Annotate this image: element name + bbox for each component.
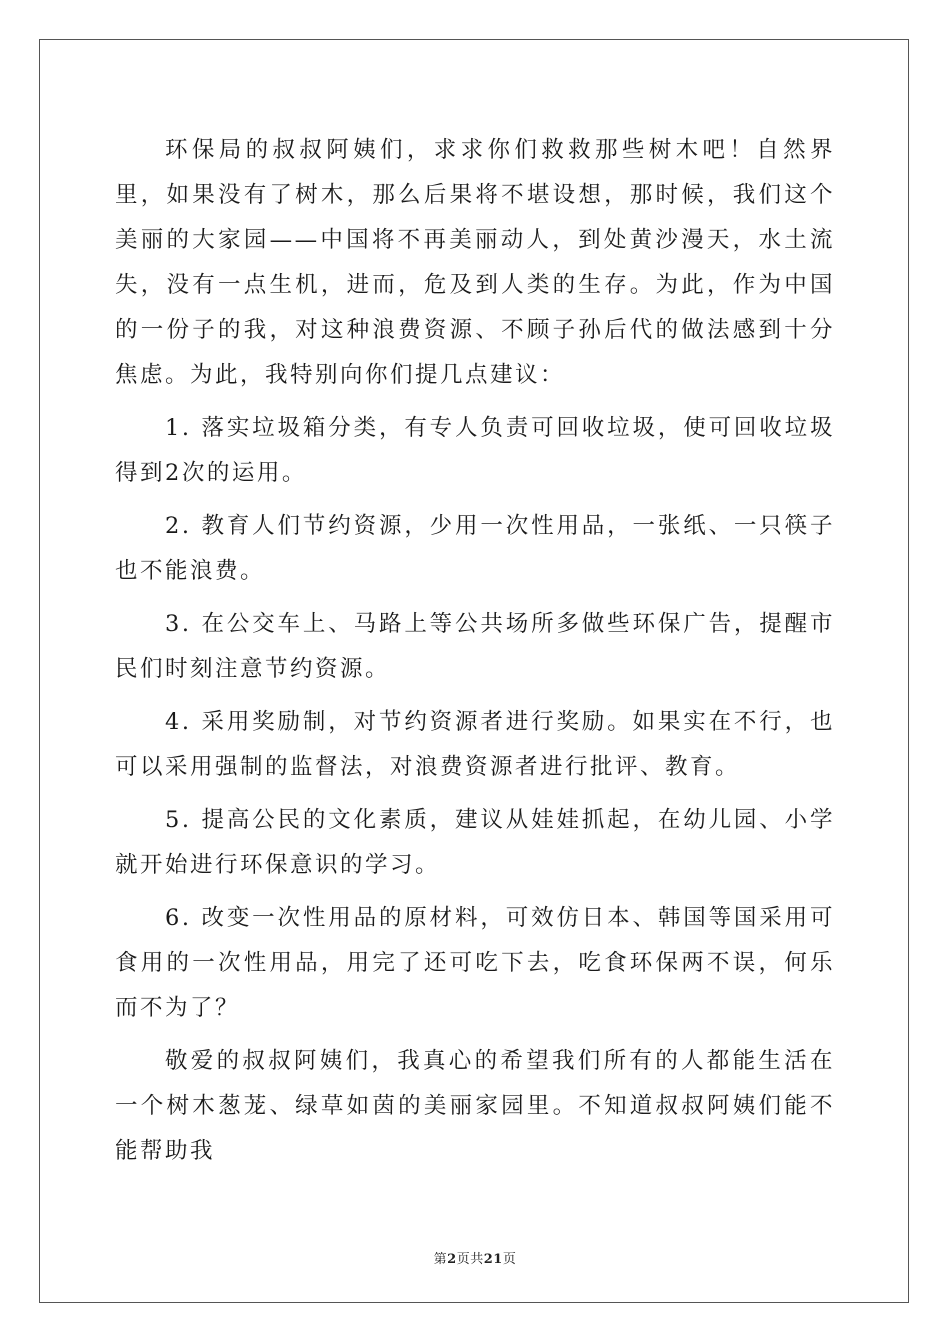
suggestion-6: 6. 改变一次性用品的原材料，可效仿日本、韩国等国采用可食用的一次性用品，用完了还可吃下去，吃食环保两不误，何乐而不为了？ — [115, 905, 835, 1021]
total-suffix: 页 — [502, 1252, 517, 1267]
suggestion-4: 4. 采用奖励制，对节约资源者进行奖励。如果实在不行，也可以采用强制的监督法，对浪费资源者进行批评、教育。 — [115, 709, 835, 780]
suggestion-2: 2. 教育人们节约资源，少用一次性用品，一张纸、一只筷子也不能浪费。 — [115, 513, 835, 584]
page-suffix: 页 — [456, 1252, 471, 1267]
page-footer — [0, 1248, 950, 1267]
page-total: 21 — [483, 1252, 503, 1267]
suggestion-3: 3. 在公交车上、马路上等公共场所多做些环保广告，提醒市民们时刻注意节约资源。 — [115, 611, 835, 682]
suggestion-5: 5. 提高公民的文化素质，建议从娃娃抓起，在幼儿园、小学就开始进行环保意识的学习。 — [115, 807, 835, 878]
page-prefix: 第 — [433, 1252, 448, 1267]
paragraph-intro: 环保局的叔叔阿姨们，求求你们救救那些树木吧！自然界里，如果没有了树木，那么后果将不堪设想，那时候，我们这个美丽的大家园——中国将不再美丽动人，到处黄沙漫天，水土流失，没有一点生机，进而，危及到人类的生存。为此，作为中国的一份子的我，对这种浪费资源、不顾子孙后代的做法感到十分焦虑。为此，我特别向你们提几点建议： — [115, 137, 835, 388]
document-body — [115, 128, 835, 1182]
suggestion-1: 1. 落实垃圾箱分类，有专人负责可回收垃圾，使可回收垃圾得到2次的运用。 — [115, 415, 835, 486]
paragraph-closing: 敬爱的叔叔阿姨们，我真心的希望我们所有的人都能生活在一个树木葱茏、绿草如茵的美丽家园里。不知道叔叔阿姨们能不能帮助我 — [115, 1048, 835, 1164]
total-prefix: 共 — [470, 1252, 484, 1267]
page-current: 2 — [447, 1252, 457, 1267]
